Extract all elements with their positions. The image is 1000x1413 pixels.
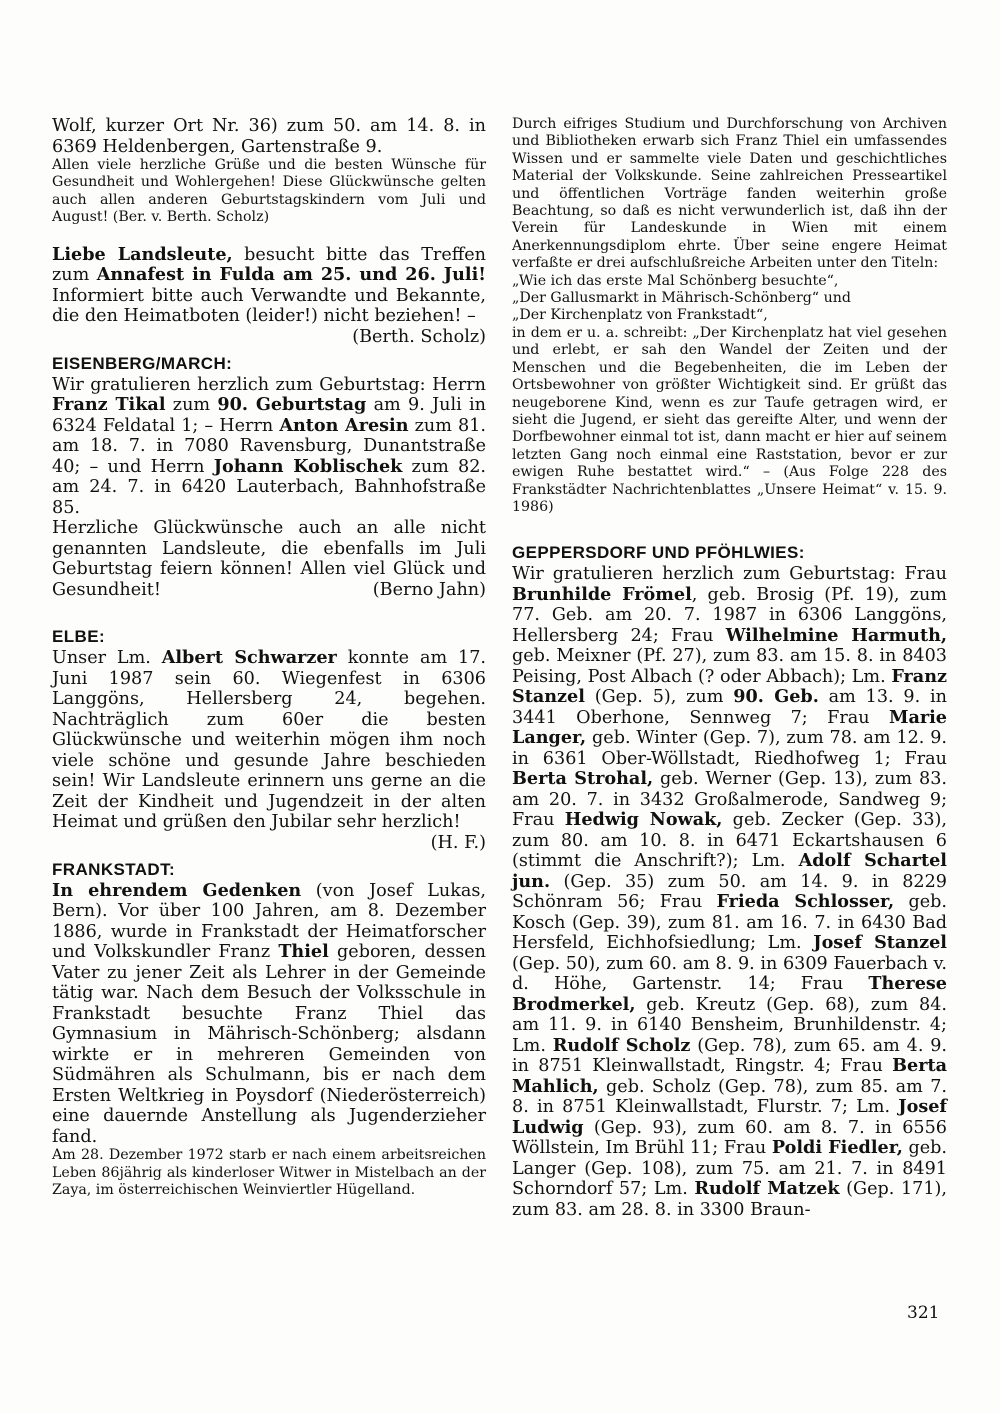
elbe-signature: (H. F.): [430, 832, 486, 853]
appeal-signature: (Berth. Scholz): [352, 326, 486, 347]
appeal-bold-2: Annafest in Fulda am 25. und 26. Juli!: [96, 264, 486, 286]
page-number: 321: [907, 1303, 940, 1323]
thiel-quote: in dem er u. a. schreibt: „Der Kirchenplatz hat viel gesehen und erlebt, er sah den Wandel der Zeiten und der Menschen und die Begebenheiten, die im Leben der Ortsbewohner von größter Wichtigkeit sind. Er grüßt das neugeborene Kind, wenn es zur Taufe getragen wird, er sieht die Jugend, er sieht das gereifte Alter, und wenn der Dorfbewohner einmal tot ist, dann macht er hier auf seinem letzten Gang noch einmal eine Raststation, bevor er zur ewigen Ruhe bestattet wird.“ – (Aus Folge 228 des Frankstädter Nachrichtenblattes „Unsere Heimat“ v. 15. 9. 1986): [512, 324, 947, 515]
intro-paragraph: Wolf, kurzer Ort Nr. 36) zum 50. am 14. 8. in 6369 Heldenbergen, Gartenstraße 9.: [52, 116, 486, 157]
thiel-paragraph: Durch eifriges Studium und Durchforschung von Archiven und Bibliotheken erwarb sich Franz Thiel ein umfassendes Wissen und er sammelte viele Daten und geschichtliches Material der Volkskunde. Seine zahlreichen Presseartikel und öffentlichen Vorträge fanden weiterhin große Beachtung, so daß es nicht verwunderlich ist, daß ihn der Verein für Landeskunde in Wien mit einem Anerkennungsdiplom ehrte. Über seine engere Heimat verfaßte er drei aufschlußreiche Arbeiten unter den Titeln:: [512, 116, 947, 272]
right-column: [512, 116, 947, 1220]
frankstadt-closing: Am 28. Dezember 1972 starb er nach einem arbeitsreichen Leben 86jährig als kinderloser Witwer in Mistelbach an der Zaya, im österreichischen Weinviertler Hügelland.: [52, 1147, 486, 1198]
thiel-title-3: „Der Kirchenplatz von Frankstadt“,: [512, 307, 768, 324]
left-column: [52, 116, 486, 1199]
eisenberg-signature: (Berno Jahn): [372, 579, 486, 600]
geppersdorf-heading: GEPPERSDORF UND PFÖHLWIES:: [512, 543, 805, 563]
greeting-paragraph: Allen viele herzliche Grüße und die besten Wünsche für Gesundheit und Wohlergehen! Diese Glückwünsche gelten auch allen anderen Geburtstagskindern vom Juli und August! (Ber. v. Berth. Scholz): [52, 157, 486, 226]
eisenberg-heading: EISENBERG/MARCH:: [52, 353, 233, 373]
geppersdorf-paragraph: Wir gratulieren herzlich zum Geburtstag: Frau Brunhilde Frömel, geb. Brosig (Pf. 19), zum 77. Geb. am 20. 7. 1987 in 6306 Langgöns, Hellersberg 24; Frau Wilhelmine Harmuth, geb. Meixner (Pf. 27), zum 83. am 15. 8. in 8403 Peising, Post Albach (? oder Abbach); Lm. Franz Stanzel (Gep. 5), zum 90. Geb. am 13. 9. in 3441 Oberhone, Sennweg 7; Frau Marie Langer, geb. Winter (Gep. 7), zum 78. am 12. 9. in 6361 Ober-Wöllstadt, Riedhofweg 1; Frau Berta Strohal, geb. Werner (Gep. 13), zum 83. am 20. 7. in 3432 Großalmerode, Sandweg 9; Frau Hedwig Nowak, geb. Zecker (Gep. 33), zum 80. am 10. 8. in 6471 Eckartshausen 6 (stimmt die Anschrift?); Lm. Adolf Schartel jun. (Gep. 35) zum 50. am 14. 9. in 8229 Schönram 56; Frau Frieda Schlosser, geb. Kosch (Gep. 39), zum 81. am 16. 7. in 6430 Bad Hersfeld, Eichhofsiedlung; Lm. Josef Stanzel (Gep. 50), zum 60. am 8. 9. in 6309 Fauerbach v. d. Höhe, Gartenstr. 14; Frau Therese Brodmerkel, geb. Kreutz (Gep. 68), zum 84. am 11. 9. in 6140 Bensheim, Brunhildenstr. 4; Lm. Rudolf Scholz (Gep. 78), zum 65. am 4. 9. in 8751 Kleinwallstadt, Ringstr. 4; Frau Berta Mahlich, geb. Scholz (Gep. 78), zum 85. am 7. 8. in 8751 Kleinwallstadt, Flurstr. 7; Lm. Josef Ludwig (Gep. 93), zum 60. am 8. 7. in 6556 Wöllstein, Im Brühl 11; Frau Poldi Fiedler, geb. Langer (Gep. 108), zum 75. am 21. 7. in 8491 Schorndorf 57; Lm. Rudolf Matzek (Gep. 171), zum 83. am 28. 8. in 3300 Braun-: [512, 564, 948, 1220]
frankstadt-heading: FRANKSTADT:: [52, 859, 176, 879]
thiel-title-2: „Der Gallusmarkt in Mährisch-Schönberg“ und: [512, 290, 851, 307]
eisenberg-closing: Herzliche Glückwünsche auch an alle nicht genannten Landsleute, die ebenfalls im Juli Geburtstag feiern können! Allen viel Glück und Gesundheit! (Berno Jahn): [52, 518, 486, 600]
appeal-bold-1: Liebe Landsleute,: [52, 243, 233, 265]
elbe-heading: ELBE:: [52, 627, 105, 647]
appeal-paragraph: Liebe Landsleute, besucht bitte das Treffen zum Annafest in Fulda am 25. und 26. Juli! Informiert bitte auch Verwandte und Bekannte, die den Heimatboten (leider!) nicht beziehen! – (Berth. Scholz): [52, 243, 486, 347]
frankstadt-paragraph: In ehrendem Gedenken (von Josef Lukas, Bern). Vor über 100 Jahren, am 8. Dezember 1886, wurde in Frankstadt der Heimatforscher und Volkskundler Franz Thiel geboren, dessen Vater zu jener Zeit als Lehrer in der Gemeinde tätig war. Nach dem Besuch der Volksschule in Frankstadt besuchte Franz Thiel das Gymnasium in Mährisch-Schönberg; alsdann wirkte er in mehreren Gemeinden von Südmähren als Schulmann, bis er nach dem Ersten Weltkrieg in Poysdorf (Niederösterreich) eine dauernde Anstellung als Jugenderzieher fand.: [52, 879, 487, 1147]
elbe-paragraph: Unser Lm. Albert Schwarzer konnte am 17. Juni 1987 sein 60. Wiegenfest in 6306 Langgöns, Hellersberg 24, begehen. Nachträglich zum 60er die besten Glückwünsche und weiterhin mögen ihm noch viele schöne und gesunde Jahre beschieden sein! Wir Landsleute erinnern uns gerne an die Zeit der Kindheit und Jugendzeit in der alten Heimat und grüßen den Jubilar sehr herzlich! (H. F.): [52, 647, 486, 853]
thiel-title-1: „Wie ich das erste Mal Schönberg besuchte“,: [512, 272, 839, 289]
eisenberg-paragraph: Wir gratulieren herzlich zum Geburtstag: Herrn Franz Tikal zum 90. Geburtstag am 9. Juli in 6324 Feldatal 1; – Herrn Anton Aresin zum 81. am 18. 7. in 7080 Ravensburg, Dunantstraße 40; – und Herrn Johann Koblischek zum 82. am 24. 7. in 6420 Lauterbach, Bahnhofstraße 85.: [52, 374, 487, 518]
